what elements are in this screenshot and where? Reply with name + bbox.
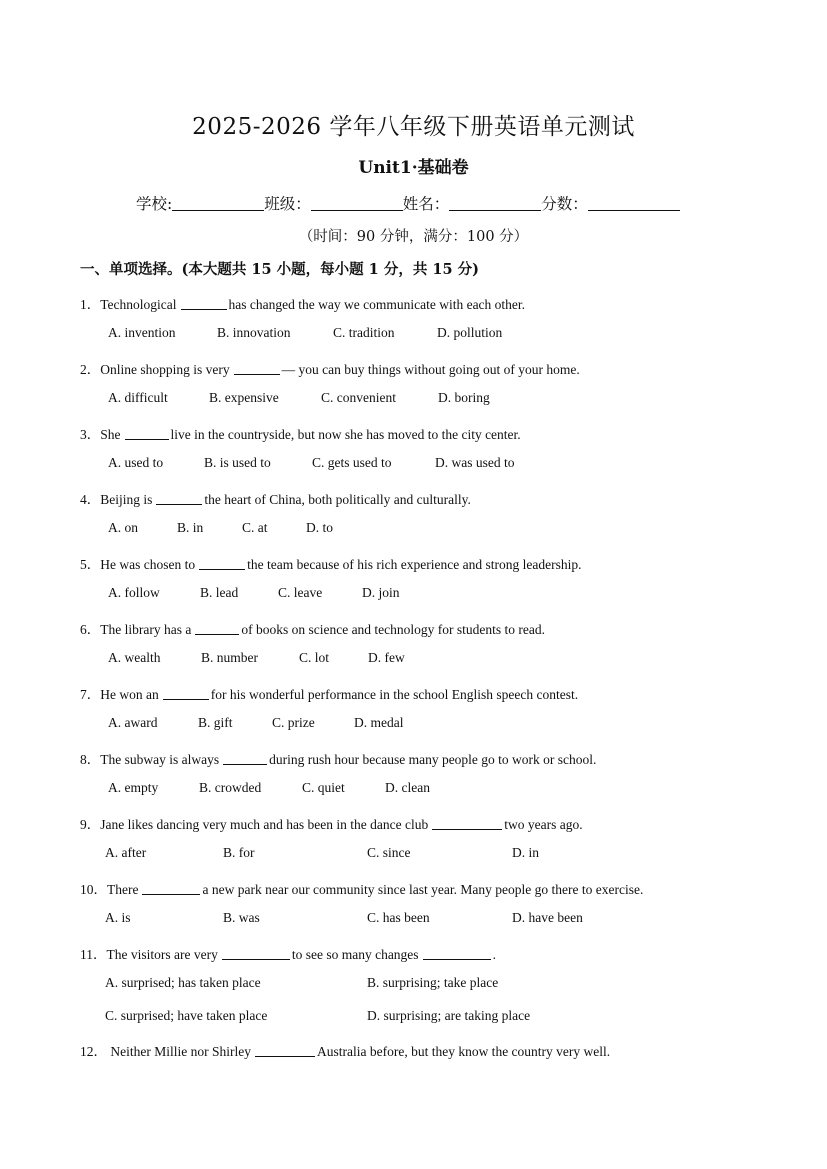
answer-option[interactable]: D. was used to (435, 455, 515, 470)
answer-option[interactable]: C. gets used to (312, 455, 392, 470)
answer-option[interactable]: B. in (177, 520, 204, 535)
question-text-after: live in the countryside, but now she has moved to the city center. (170, 427, 521, 442)
answer-option[interactable]: C. convenient (321, 390, 396, 405)
question-stem (80, 748, 596, 768)
question-stem (80, 1040, 610, 1060)
answer-option[interactable]: B. expensive (209, 390, 279, 405)
question-text-before: The subway is always (100, 752, 220, 767)
question-number: 5． (80, 557, 101, 572)
question-text-after: two years ago. (504, 817, 583, 832)
question-text-before: Beijing is (100, 492, 153, 507)
question-stem (80, 423, 521, 443)
answer-option[interactable]: C. quiet (302, 780, 345, 795)
answer-option[interactable]: D. surprising; are taking place (367, 1008, 531, 1023)
answer-option[interactable]: B. lead (200, 585, 239, 600)
answer-blank[interactable] (432, 817, 502, 830)
question-number: 11． (80, 947, 107, 962)
question-number: 3． (80, 427, 101, 442)
page-title: 2025-2026 学年八年级下册英语单元测试 (192, 114, 635, 140)
name-blank[interactable] (449, 195, 541, 211)
question-number: 12． (80, 1044, 107, 1059)
school-blank[interactable] (172, 195, 264, 211)
answer-blank[interactable] (156, 492, 202, 505)
answer-option[interactable]: D. pollution (437, 325, 503, 340)
answer-option[interactable]: B. innovation (217, 325, 291, 340)
answer-option[interactable]: A. follow (108, 585, 160, 600)
answer-option[interactable]: C. lot (299, 650, 330, 665)
question-text-after: the heart of China, both politically and culturally. (204, 492, 471, 507)
question-text-after: to see so many changes (291, 947, 419, 962)
question-number: 2． (80, 362, 101, 377)
answer-option[interactable]: D. have been (512, 910, 583, 925)
question-number: 7． (80, 687, 101, 702)
question-text-before: He was chosen to (100, 557, 196, 572)
question-text-before: Jane likes dancing very much and has been in the dance club (100, 817, 429, 832)
question-number: 4． (80, 492, 101, 507)
section-title: 一、单项选择。(本大题共 15 小题，每小题 1 分，共 15 分) (80, 261, 479, 278)
answer-option[interactable]: A. empty (108, 780, 159, 795)
answer-option[interactable]: C. at (242, 520, 268, 535)
question-number: 6． (80, 622, 101, 637)
question-stem (80, 878, 643, 898)
class-blank[interactable] (311, 195, 403, 211)
answer-option[interactable]: D. clean (385, 780, 430, 795)
question-text-before: The visitors are very (106, 947, 218, 962)
name-label: 姓名： (402, 195, 450, 213)
question-number: 1． (80, 297, 101, 312)
question-text-before: Technological (100, 297, 177, 312)
question-text-before: Online shopping is very (100, 362, 230, 377)
question-text-after: for his wonderful performance in the school English speech contest. (210, 687, 579, 702)
answer-option[interactable]: D. in (512, 845, 539, 860)
question-stem (80, 553, 581, 573)
answer-blank[interactable] (223, 752, 267, 765)
answer-option[interactable]: C. leave (278, 585, 323, 600)
answer-blank[interactable] (195, 622, 239, 635)
question-text-after: has changed the way we communicate with each other. (228, 297, 526, 312)
answer-option[interactable]: D. few (368, 650, 405, 665)
answer-blank[interactable] (423, 947, 491, 960)
question-text-after: a new park near our community since last year. Many people go there to exercise. (202, 882, 644, 897)
score-label: 分数： (541, 195, 588, 213)
answer-option[interactable]: C. surprised; have taken place (105, 1008, 268, 1023)
answer-option[interactable]: A. on (108, 520, 138, 535)
answer-option[interactable]: C. tradition (333, 325, 395, 340)
question-stem (80, 683, 578, 703)
answer-option[interactable]: B. was (223, 910, 260, 925)
answer-option[interactable]: B. gift (198, 715, 233, 730)
answer-option[interactable]: C. prize (272, 715, 315, 730)
answer-option[interactable]: B. surprising; take place (367, 975, 499, 990)
question-text-before: There (107, 882, 139, 897)
question-text-before: The library has a (100, 622, 192, 637)
answer-blank[interactable] (163, 687, 209, 700)
answer-option[interactable]: A. wealth (108, 650, 161, 665)
question-text-after: of books on science and technology for students to read. (241, 622, 546, 637)
answer-blank[interactable] (181, 297, 227, 310)
answer-blank[interactable] (199, 557, 245, 570)
question-text-before: He won an (100, 687, 159, 702)
answer-option[interactable]: D. to (306, 520, 333, 535)
question-text-end: . (492, 947, 496, 962)
question-number: 10． (80, 882, 107, 897)
time-note: （时间：90 分钟，满分：100 分） (298, 229, 529, 245)
question-text-before: Neither Millie nor Shirley (107, 1044, 251, 1059)
question-stem (80, 618, 545, 638)
question-stem (80, 943, 496, 963)
answer-option[interactable]: A. used to (108, 455, 164, 470)
answer-option[interactable]: B. is used to (204, 455, 271, 470)
answer-blank[interactable] (142, 882, 200, 895)
question-stem (80, 813, 583, 833)
answer-option[interactable]: C. has been (367, 910, 430, 925)
question-text-after: — you can buy things without going out of your home. (281, 362, 580, 377)
question-stem (80, 488, 471, 508)
question-stem (80, 358, 580, 378)
answer-blank[interactable] (255, 1044, 315, 1057)
answer-option[interactable]: A. award (108, 715, 158, 730)
question-number: 8． (80, 752, 101, 767)
school-label: 学校: (136, 195, 173, 213)
class-label: 班级： (264, 195, 311, 213)
answer-option[interactable]: C. since (367, 845, 411, 860)
answer-option[interactable]: D. boring (438, 390, 490, 405)
answer-option[interactable]: A. surprised; has taken place (105, 975, 261, 990)
question-stem (80, 293, 525, 313)
answer-option[interactable]: A. difficult (108, 390, 168, 405)
answer-blank[interactable] (222, 947, 290, 960)
answer-option[interactable]: A. after (105, 845, 147, 860)
question-number: 9． (80, 817, 101, 832)
page-subtitle: Unit1·基础卷 (358, 158, 469, 178)
student-info-row (136, 192, 680, 214)
answer-option[interactable]: D. medal (354, 715, 404, 730)
answer-option[interactable]: B. for (223, 845, 255, 860)
answer-option[interactable]: D. join (362, 585, 400, 600)
answer-blank[interactable] (234, 362, 280, 375)
score-blank[interactable] (588, 195, 680, 211)
answer-option[interactable]: A. invention (108, 325, 176, 340)
question-text-after: the team because of his rich experience and strong leadership. (247, 557, 582, 572)
answer-blank[interactable] (125, 427, 169, 440)
answer-option[interactable]: B. number (201, 650, 258, 665)
question-text-before: She (100, 427, 121, 442)
question-text-after: during rush hour because many people go to work or school. (269, 752, 597, 767)
question-text-after: Australia before, but they know the country very well. (316, 1044, 611, 1059)
answer-option[interactable]: B. crowded (199, 780, 262, 795)
answer-option[interactable]: A. is (105, 910, 131, 925)
